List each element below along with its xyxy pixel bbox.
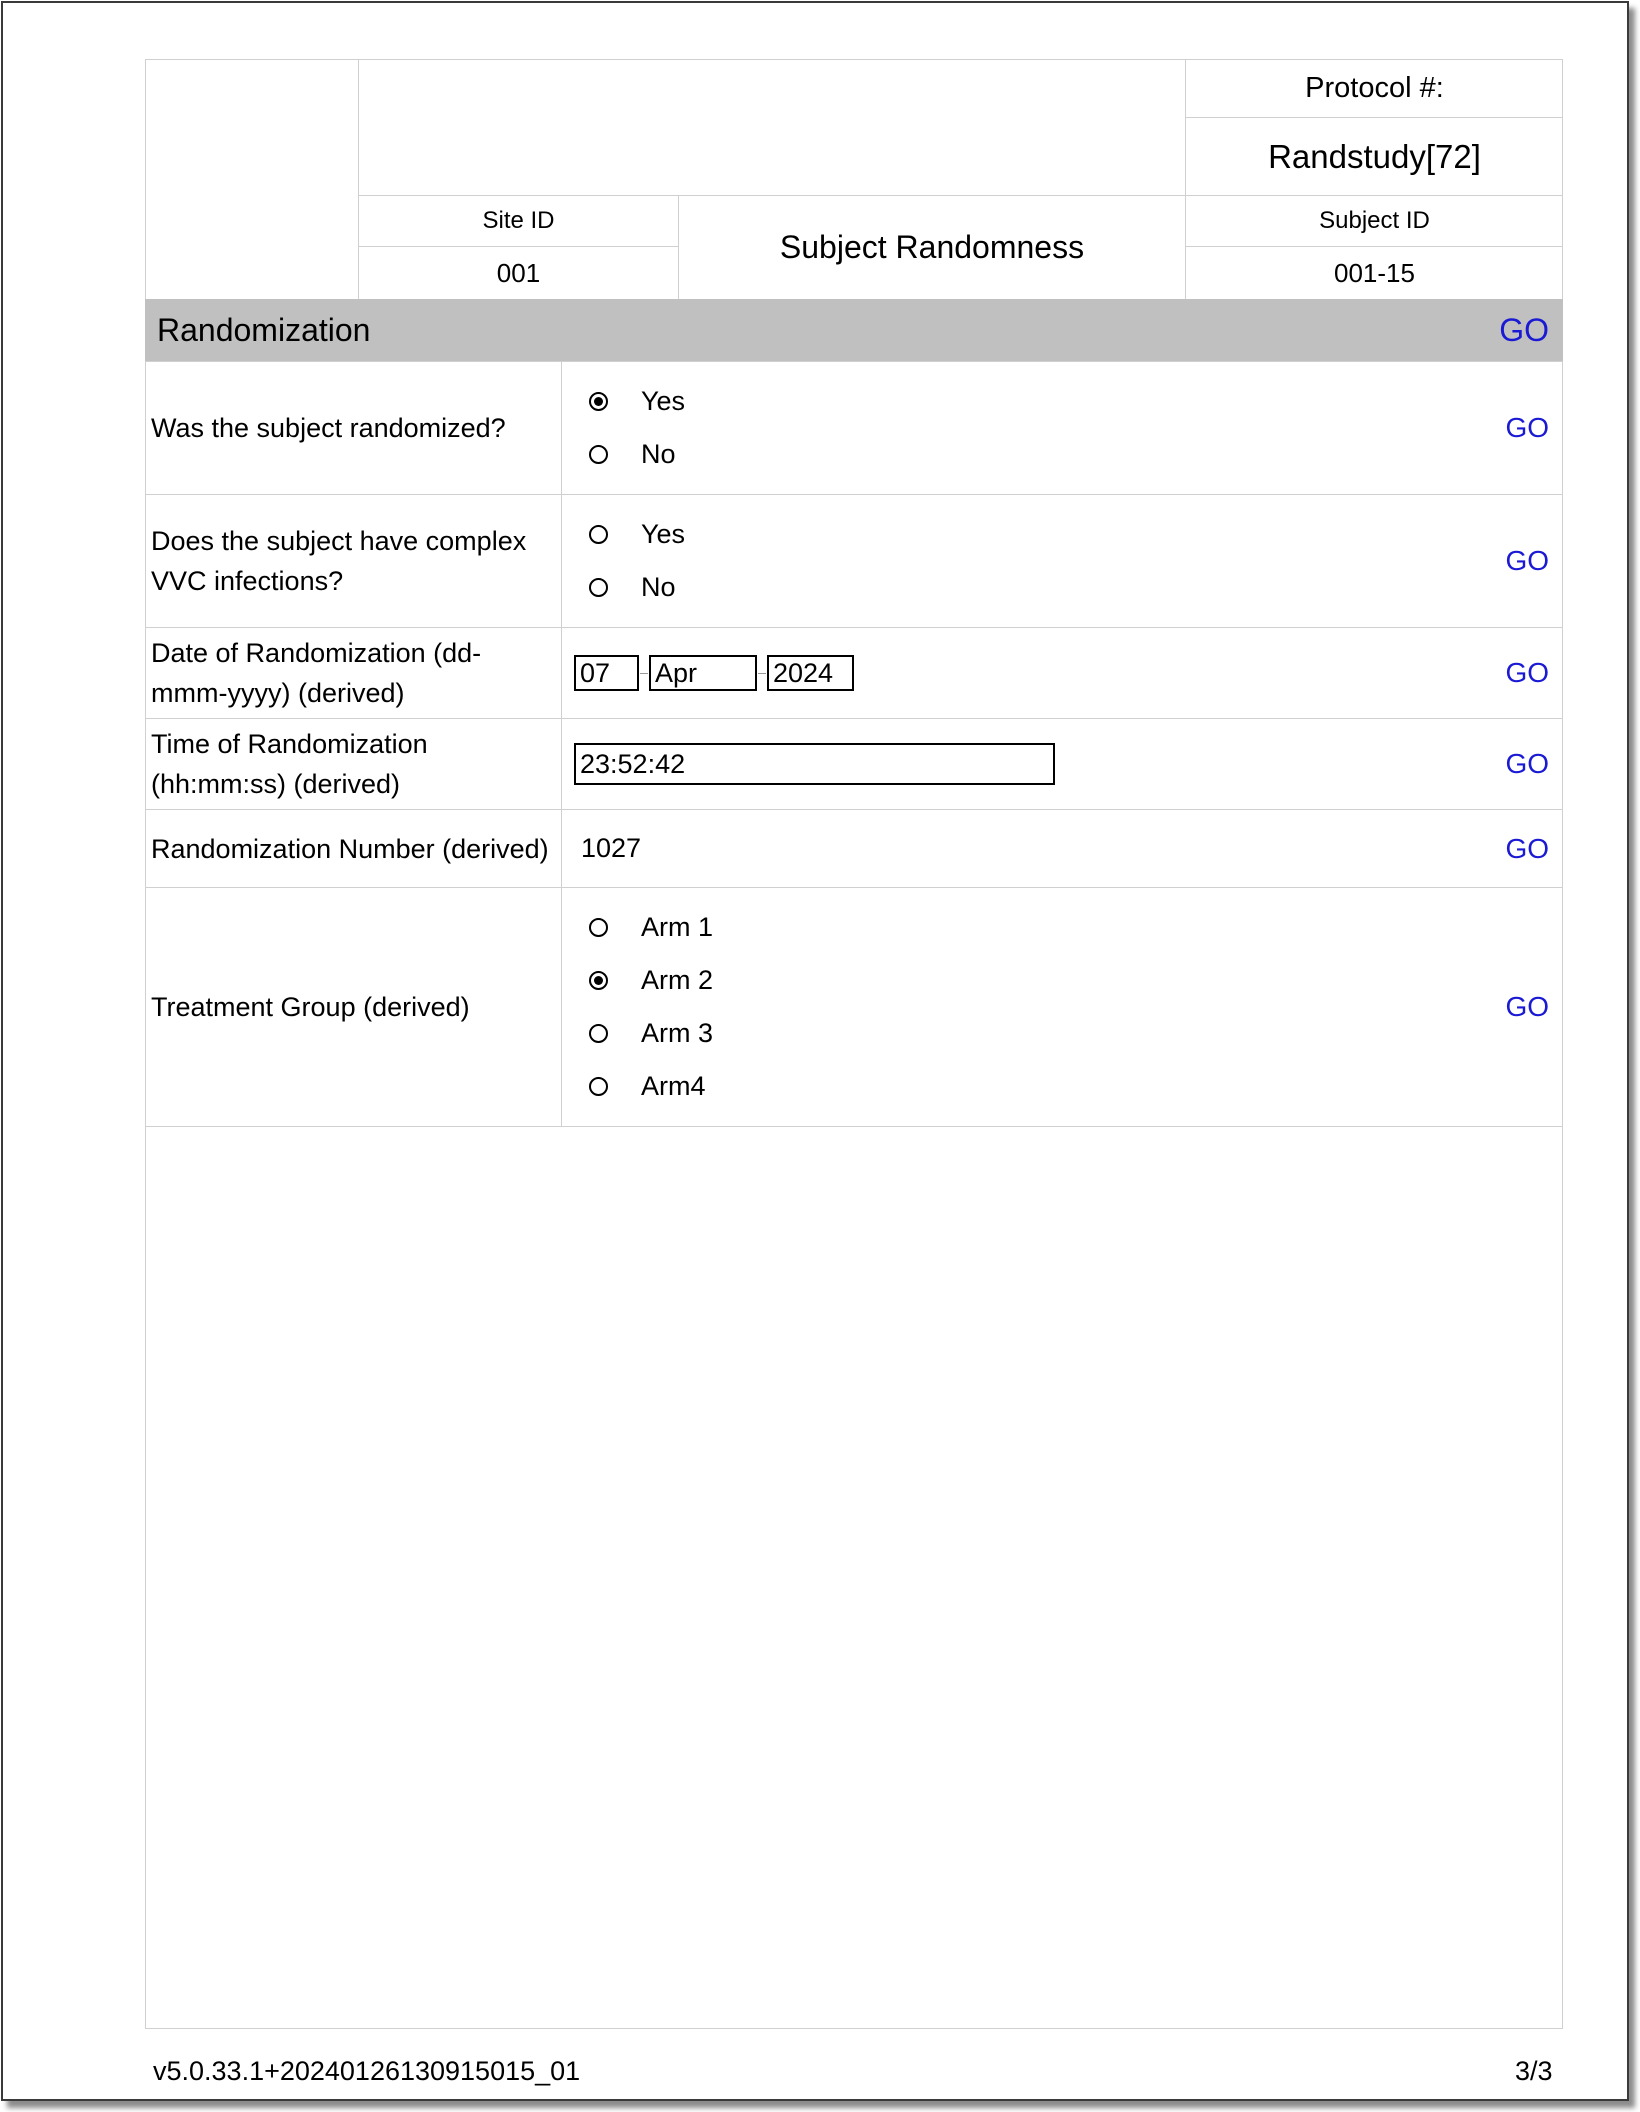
version-text: v5.0.33.1+20240126130915015_01 [153, 2056, 581, 2086]
header-blank [358, 59, 1185, 195]
radio-option[interactable] [575, 901, 713, 954]
section-header [145, 299, 1563, 361]
go-link[interactable]: GO [1505, 991, 1549, 1022]
radio-group-vvc [575, 508, 685, 614]
radio-button[interactable] [589, 578, 608, 597]
radio-label: Yes [641, 386, 686, 416]
radio-option[interactable] [575, 561, 685, 614]
radio-button[interactable] [589, 1024, 608, 1043]
radio-label: Arm 1 [641, 912, 714, 942]
subject-id-label: Subject ID [1185, 195, 1563, 246]
radio-label: No [641, 439, 676, 469]
radio-button[interactable] [589, 1077, 608, 1096]
radio-label: Arm4 [641, 1071, 706, 1101]
go-link[interactable]: GO [1505, 657, 1549, 688]
radio-label: Arm 3 [641, 1018, 714, 1048]
radio-label: No [641, 572, 676, 602]
date-day-input[interactable] [574, 655, 639, 691]
question-rows [145, 361, 1563, 1127]
radio-button[interactable] [589, 392, 608, 411]
date-separator [758, 673, 766, 674]
protocol-value: Randstudy[72] [1185, 117, 1563, 195]
go-link[interactable]: GO [1505, 748, 1549, 779]
answer-cell [562, 628, 1563, 718]
radio-button[interactable] [589, 918, 608, 937]
question-row-date [145, 627, 1563, 718]
radio-button[interactable] [589, 445, 608, 464]
radio-option[interactable] [575, 1060, 713, 1113]
question-label: Treatment Group (derived) [145, 888, 562, 1126]
answer-cell [562, 719, 1563, 809]
question-row-treatment [145, 887, 1563, 1127]
radio-button[interactable] [589, 971, 608, 990]
question-label: Was the subject randomized? [145, 362, 562, 494]
radio-option[interactable] [575, 375, 685, 428]
go-link[interactable]: GO [1505, 545, 1549, 576]
go-link[interactable]: GO [1505, 412, 1549, 443]
section-title: Randomization [157, 311, 371, 348]
question-row-randomized [145, 361, 1563, 494]
logo-area [145, 59, 358, 299]
form-header [145, 59, 1563, 299]
date-separator [640, 673, 648, 674]
radio-option[interactable] [575, 508, 685, 561]
question-label: Time of Randomization (hh:mm:ss) (derived) [145, 719, 562, 809]
question-row-vvc [145, 494, 1563, 627]
radio-label: Arm 2 [641, 965, 714, 995]
radio-button[interactable] [589, 525, 608, 544]
question-label: Does the subject have complex VVC infections? [145, 495, 562, 627]
question-label: Date of Randomization (dd-mmm-yyyy) (derived) [145, 628, 562, 718]
radio-label: Yes [641, 519, 686, 549]
question-row-rand-number [145, 809, 1563, 887]
answer-cell [562, 810, 1563, 887]
page-number: 3/3 [1515, 2056, 1553, 2086]
radio-group-randomized [575, 375, 685, 481]
site-id-label: Site ID [358, 195, 678, 246]
radio-option[interactable] [575, 1007, 713, 1060]
radio-option[interactable] [575, 428, 685, 481]
time-input[interactable] [574, 743, 1055, 785]
randomization-number-value: 1027 [581, 833, 642, 863]
question-row-time [145, 718, 1563, 809]
protocol-label: Protocol #: [1185, 59, 1563, 117]
section-go-link[interactable]: GO [1499, 311, 1549, 348]
go-link[interactable]: GO [1505, 832, 1549, 864]
subject-id-value: 001-15 [1185, 246, 1563, 299]
question-label: Randomization Number (derived) [145, 810, 562, 887]
date-year-input[interactable] [767, 655, 854, 691]
form-title: Subject Randomness [678, 195, 1185, 299]
radio-group-treatment [575, 901, 713, 1113]
answer-cell [562, 495, 1563, 627]
answer-cell [562, 362, 1563, 494]
site-id-value: 001 [358, 246, 678, 299]
answer-cell [562, 888, 1563, 1126]
radio-option[interactable] [575, 954, 713, 1007]
date-month-input[interactable] [649, 655, 757, 691]
